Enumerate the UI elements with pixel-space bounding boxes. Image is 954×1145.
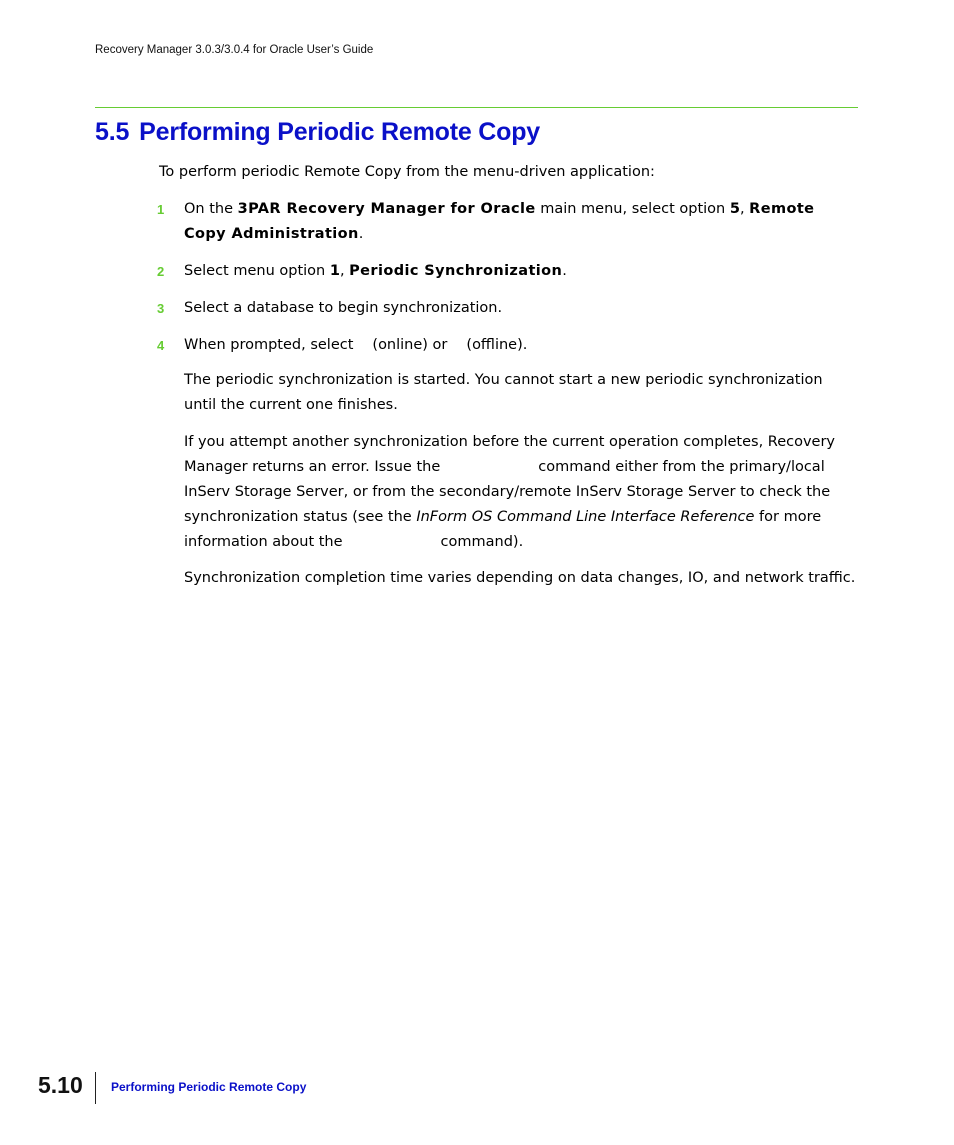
- paragraph-completion-time: Synchronization completion time varies depending on data changes, IO, and network traffic.: [184, 570, 856, 586]
- step-text: main menu, select option: [535, 201, 730, 217]
- header-rule: [95, 107, 858, 108]
- step-list: [157, 197, 857, 370]
- option-name: Remote Copy Administration: [184, 201, 815, 242]
- step-text: .: [358, 226, 364, 242]
- step-text: (online) or: [372, 337, 448, 353]
- step-number: 1: [157, 202, 165, 217]
- app-name: 3PAR Recovery Manager for Oracle: [237, 201, 536, 217]
- step-text: ,: [339, 263, 350, 279]
- para-text: If you attempt another synchronization before the current operation completes, Recovery Manager returns an error. Issue the: [184, 434, 836, 475]
- step-number: 2: [157, 264, 165, 279]
- step-text: On the: [184, 201, 238, 217]
- step-text: When prompted, select: [184, 337, 354, 353]
- para-text: command).: [440, 534, 524, 550]
- page-number: 5.10: [38, 1072, 83, 1098]
- footer-section-title: Performing Periodic Remote Copy: [111, 1080, 307, 1094]
- step-text: ,: [739, 201, 750, 217]
- para-text: for more information about the: [184, 509, 822, 550]
- section-number: 5.5: [95, 118, 130, 146]
- step-text: (offline).: [466, 337, 528, 353]
- para-text: command either from the primary/local InServ Storage Server, or from the secondary/remote InServ Storage Server to check the synchronization status (see the: [184, 459, 831, 525]
- step-1: [157, 197, 857, 247]
- paragraph-sync-error: [184, 430, 856, 555]
- option-number: 1: [329, 263, 340, 279]
- intro-text: To perform periodic Remote Copy from the menu-driven application:: [159, 164, 655, 180]
- step-text: .: [562, 263, 567, 279]
- step-number: 3: [157, 301, 165, 316]
- footer-divider: [95, 1072, 96, 1104]
- running-header: Recovery Manager 3.0.3/3.0.4 for Oracle User’s Guide: [95, 44, 374, 56]
- step-2: [157, 259, 857, 284]
- section-title: [95, 118, 540, 147]
- option-name: Periodic Synchronization: [349, 263, 563, 279]
- step-3: [157, 296, 857, 321]
- option-number: 5: [729, 201, 740, 217]
- step-number: 4: [157, 338, 165, 353]
- step-4: [157, 333, 857, 358]
- paragraph-sync-started: The periodic synchronization is started. You cannot start a new periodic synchronization until the current one finishes.: [184, 372, 823, 413]
- reference-title: InForm OS Command Line Interface Reference: [416, 509, 755, 525]
- section-title-text: Performing Periodic Remote Copy: [139, 118, 540, 146]
- step-text: Select a database to begin synchronization.: [184, 300, 503, 316]
- step-text: Select menu option: [184, 263, 330, 279]
